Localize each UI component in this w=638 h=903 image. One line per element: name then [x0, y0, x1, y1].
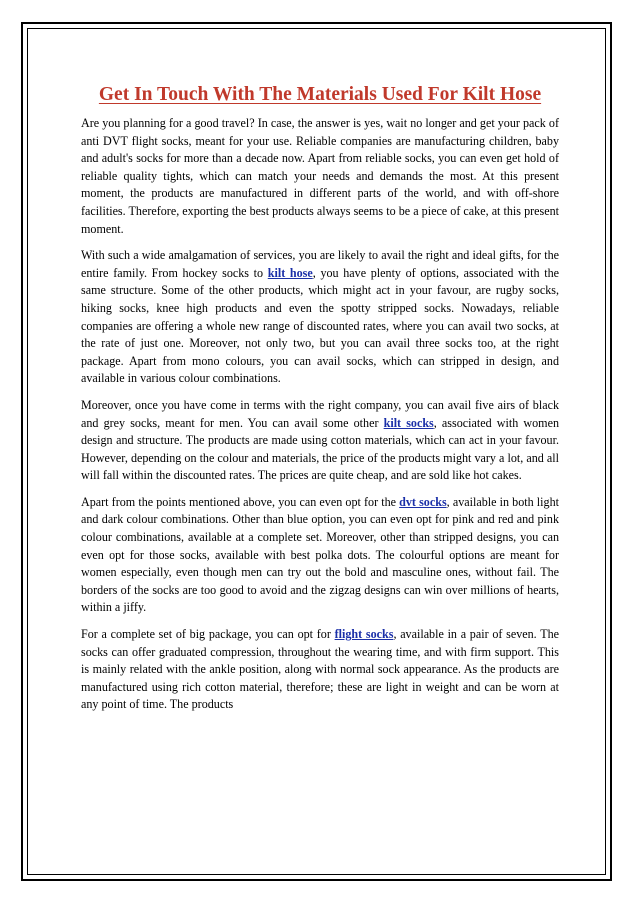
- dvt-socks-link[interactable]: dvt socks: [399, 494, 447, 509]
- kilt-hose-link[interactable]: kilt hose: [267, 265, 313, 280]
- document-title: Get In Touch With The Materials Used For Kilt Hose: [98, 84, 542, 105]
- paragraph-4-after: , available in both light and dark colour combinations. Other than blue option, you can even opt for pink and red and pink colour combinations, available at a complete set. Moreover, other than stripped designs, you can even opt for those socks, available with best polka dots. The colourful options are meant for women especially, even though men can try out the bold and masculine ones, without fail. The borders of the socks are too good to avoid and the zigzag designs can win over millions of hearts, within a jiffy.: [81, 494, 559, 615]
- kilt-socks-link[interactable]: kilt socks: [383, 415, 434, 430]
- paragraph-1-text: Are you planning for a good travel? In case, the answer is yes, wait no longer and get your pack of anti DVT flight socks, meant for your use. Reliable companies are manufacturing children, baby and adult's socks for more than a decade now. Apart from reliable socks, you can even get hold of reliable quality tights, which can match your needs and demands the most. At this present moment, the products are manufactured in different parts of the world, and with off-shore facilities. Therefore, exporting the best products always seems to be a piece of cake, at this present moment.: [81, 116, 559, 236]
- paragraph-5: [81, 626, 559, 714]
- paragraph-1: [81, 115, 559, 238]
- paragraph-2-before: With such a wide amalgamation of services, you are likely to avail the right and ideal gifts, for the entire family. From hockey socks to: [81, 248, 559, 280]
- paragraph-3-after: , associated with women design and structure. The products are made using cotton materials, which can act in your favour. However, depending on the colour and materials, the price of the products might vary a lot, and all will fall within the discounted rates. The prices are quite cheap, and are sold like hot cakes.: [81, 415, 559, 483]
- paragraph-5-after: , available in a pair of seven. The socks can offer graduated compression, throughout the wearing time, and with firm support. This is mainly related with the ankle position, along with normal sock appearance. As the products are manufactured using rich cotton material, therefore; these are light in weight and can be worn at any point of time. The products: [81, 627, 560, 712]
- paragraph-2-after: , you have plenty of options, associated with the same structure. Some of the other products, which might act in your favour, are rugby socks, hiking socks, knee high products and even the spotty stripped socks. Nowadays, reliable companies are offering a whole new range of discounted rates, where you can avail two socks, at the rate of just one. Moreover, not only two, but you can avail three socks too, at the right package. Apart from mono colours, you can avail socks, which can stripped in design, and available in various colour combinations.: [81, 265, 559, 386]
- document-body: [81, 82, 559, 723]
- paragraph-3-before: Moreover, once you have come in terms with the right company, you can avail five airs of black and grey socks, meant for men. You can avail some other: [81, 397, 559, 430]
- paragraph-4-before: Apart from the points mentioned above, you can even opt for the: [81, 494, 400, 509]
- paragraph-2: [81, 247, 559, 388]
- paragraph-4: [81, 494, 559, 617]
- paragraph-5-before: For a complete set of big package, you can opt for: [81, 627, 335, 642]
- paragraph-3: [81, 397, 559, 485]
- flight-socks-link[interactable]: flight socks: [334, 627, 394, 642]
